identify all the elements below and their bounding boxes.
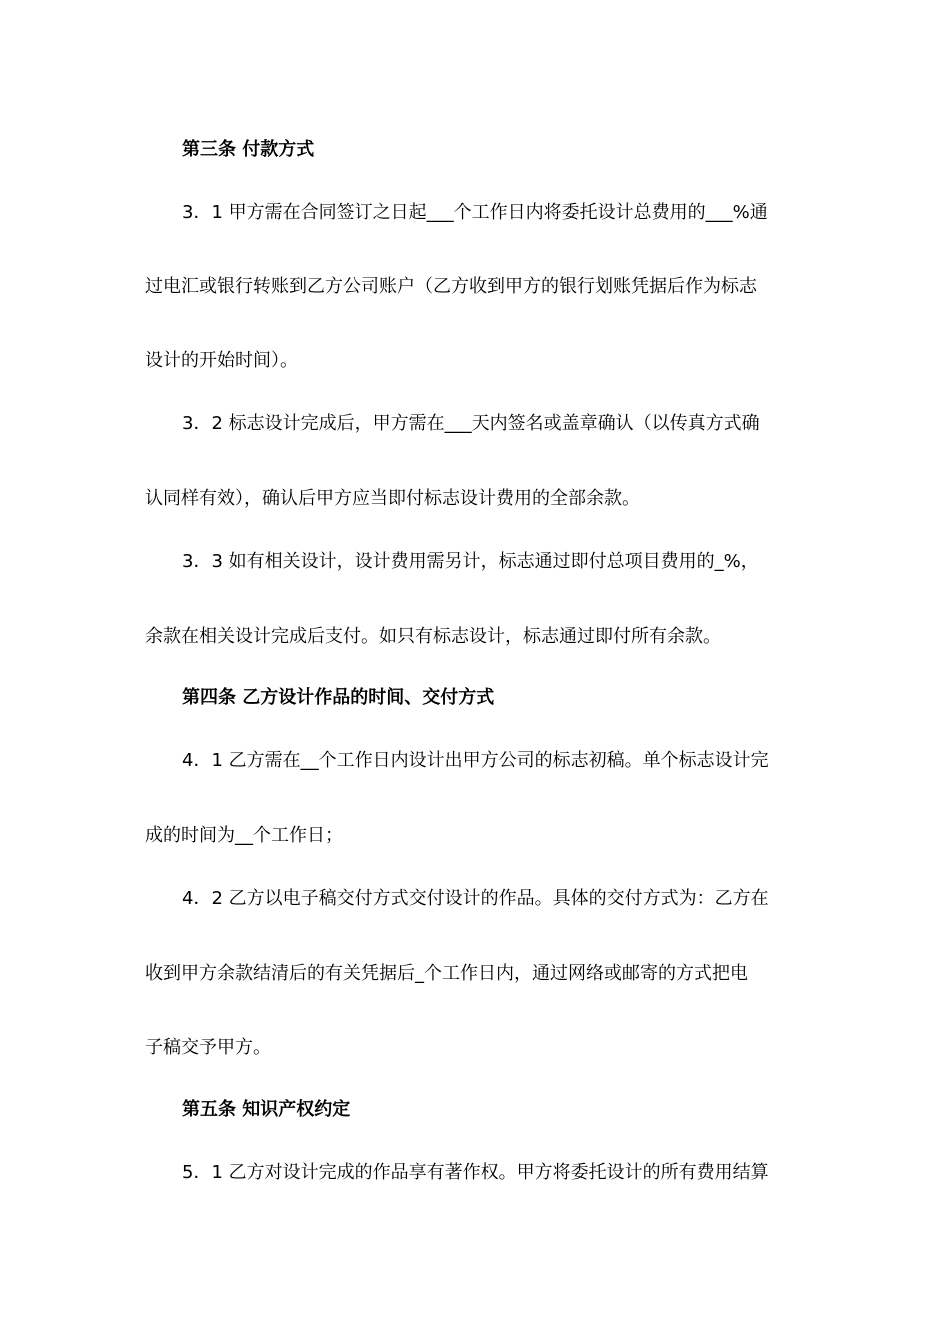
clause-4-1-line-2: 成的时间为__个工作日；	[145, 825, 343, 846]
clause-3-3-line-2: 余款在相关设计完成后支付。如只有标志设计，标志通过即付所有余款。	[145, 626, 721, 647]
clause-3-3-line-1: 3．3 如有相关设计，设计费用需另计，标志通过即付总项目费用的_%，	[182, 551, 759, 572]
section-heading-5: 第五条 知识产权约定	[182, 1099, 351, 1120]
clause-4-2-line-3: 子稿交予甲方。	[145, 1037, 271, 1058]
section-heading-4: 第四条 乙方设计作品的时间、交付方式	[182, 687, 495, 708]
clause-4-2-line-2: 收到甲方余款结清后的有关凭据后_个工作日内，通过网络或邮寄的方式把电	[145, 963, 748, 984]
clause-4-2-line-1: 4．2 乙方以电子稿交付方式交付设计的作品。具体的交付方式为：乙方在	[182, 888, 769, 909]
clause-4-1-line-1: 4．1 乙方需在__个工作日内设计出甲方公司的标志初稿。单个标志设计完	[182, 750, 769, 771]
section-heading-3: 第三条 付款方式	[182, 139, 315, 160]
clause-5-1-line-1: 5．1 乙方对设计完成的作品享有著作权。甲方将委托设计的所有费用结算	[182, 1162, 769, 1183]
clause-3-2-line-2: 认同样有效），确认后甲方应当即付标志设计费用的全部余款。	[145, 488, 640, 509]
clause-3-1-line-3: 设计的开始时间）。	[145, 350, 298, 371]
clause-3-1-line-1: 3．1 甲方需在合同签订之日起___个工作日内将委托设计总费用的___%通	[182, 202, 768, 223]
clause-3-2-line-1: 3．2 标志设计完成后，甲方需在___天内签名或盖章确认（以传真方式确	[182, 413, 760, 434]
clause-3-1-line-2: 过电汇或银行转账到乙方公司账户（乙方收到甲方的银行划账凭据后作为标志	[145, 276, 757, 297]
